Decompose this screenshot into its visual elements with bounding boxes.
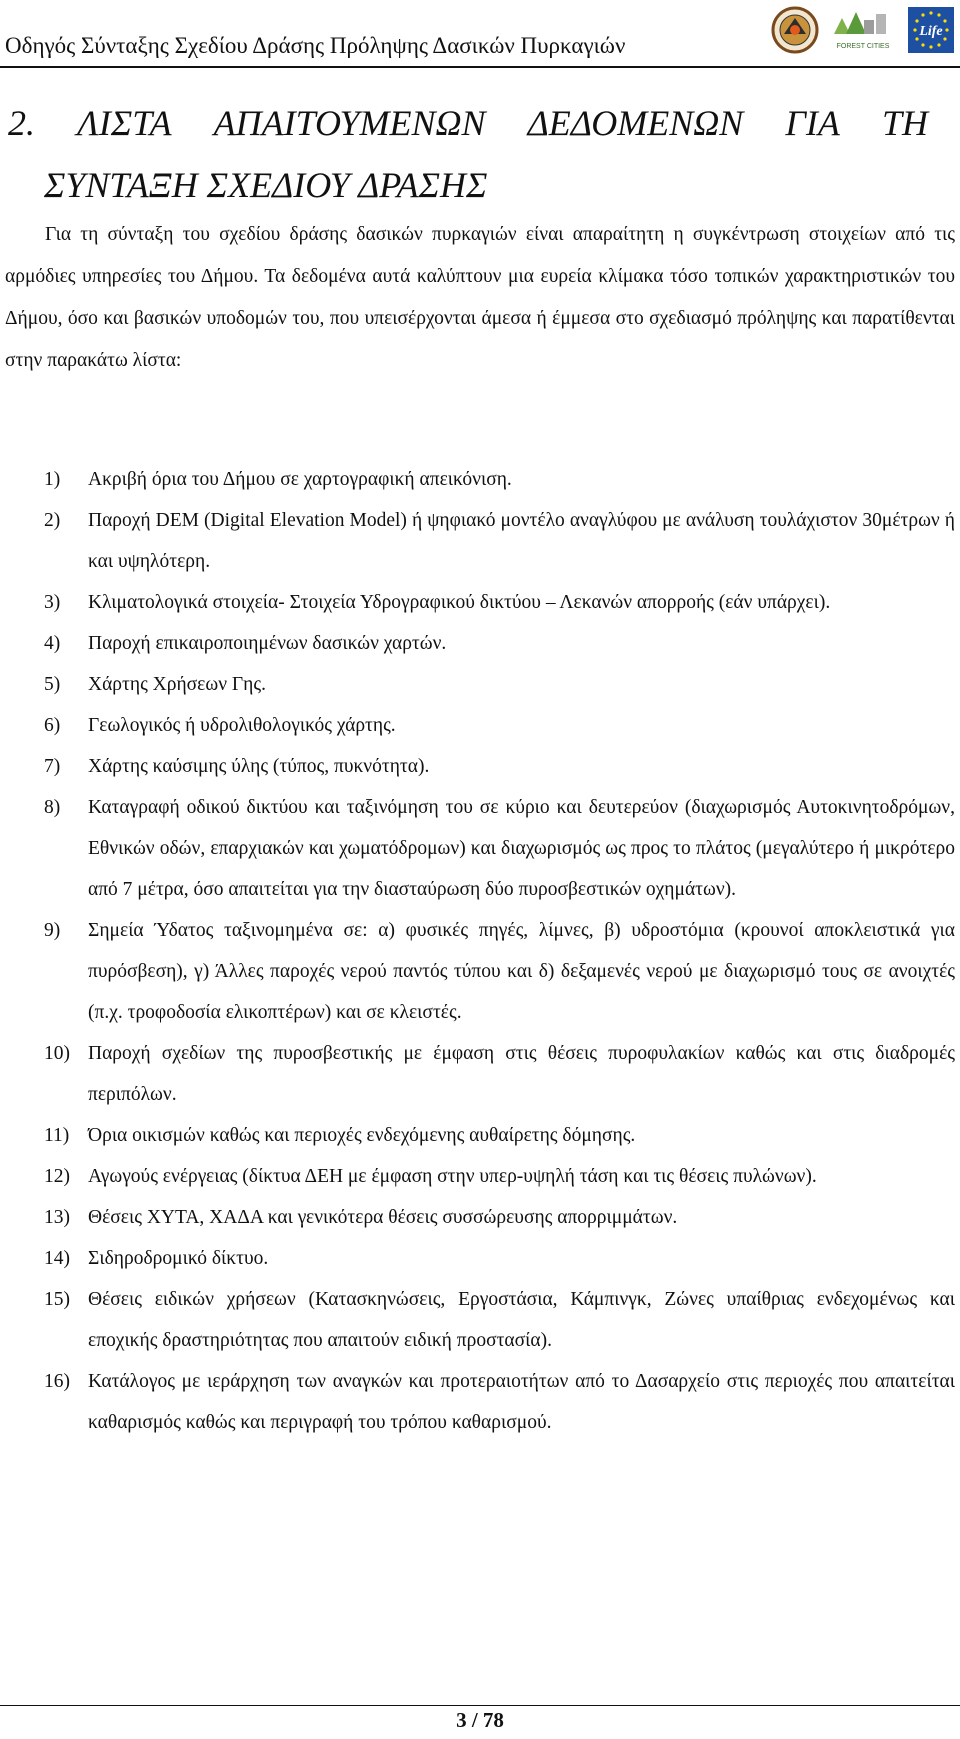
heading-word: ΤΗ — [881, 103, 928, 143]
list-item-text: Αγωγούς ενέργειας (δίκτυα ΔΕΗ με έμφαση στην υπερ-υψηλή τάση και τις θέσεις πυλώνων). — [88, 1166, 817, 1187]
list-item-text: Κατάλογος με ιεράρχηση των αναγκών και προτεραιοτήτων από το Δασαρχείο στις περιοχές που απαιτείται καθαρισμός καθώς και περιγραφή του τρόπου καθαρισμού. — [88, 1371, 955, 1433]
list-item — [44, 910, 955, 1033]
list-item — [44, 705, 955, 746]
heading-word: ΛΙΣΤΑ — [77, 103, 172, 143]
list-item — [44, 1197, 955, 1238]
list-item — [44, 1033, 955, 1115]
section-heading-line-1 — [8, 92, 938, 154]
section-number: 2. — [8, 103, 35, 143]
heading-word: ΔΕΔΟΜΕΝΩΝ — [527, 103, 744, 143]
list-item-number: 6) — [44, 715, 61, 736]
list-item-text: Παροχή επικαιροποιημένων δασικών χαρτών. — [88, 633, 447, 654]
list-item-text: Σιδηροδρομικό δίκτυο. — [88, 1248, 269, 1269]
list-item-text: Θέσεις ειδικών χρήσεων (Κατασκηνώσεις, Εργοστάσια, Κάμπινγκ, Ζώνες υπαίθριας ενδεχομένως και εποχικής δραστηριότητας που απαιτούν ειδική προστασία). — [88, 1289, 955, 1351]
heading-word: ΓΙΑ — [785, 103, 840, 143]
life-logo-text: Life — [919, 24, 943, 39]
list-item-number: 11) — [44, 1125, 70, 1146]
life-programme-logo — [906, 4, 956, 56]
list-item-text: Χάρτης καύσιμης ύλης (τύπος, πυκνότητα). — [88, 756, 430, 777]
list-item-number: 16) — [44, 1371, 70, 1392]
list-item-number: 3) — [44, 592, 61, 613]
header-title: Οδηγός Σύνταξης Σχεδίου Δράσης Πρόληψης Δασικών Πυρκαγιών — [5, 33, 626, 58]
forest-cities-logo-text: FOREST CITIES — [836, 43, 890, 50]
list-item-text: Καταγραφή οδικού δικτύου και ταξινόμηση του σε κύριο και δευτερεύον (διαχωρισμός Αυτοκινητοδρόμων, Εθνικών οδών, επαρχιακών και χωματόδρομων) και διαχωρισμός ως προς το πλάτος (μεγαλύτερο ή μικρότερο από 7 μέτρα, όσο απαιτείται για την διασταύρωση δύο πυροσβεστικών οχημάτων). — [88, 797, 955, 900]
forest-cities-logo — [828, 4, 898, 56]
list-item-number: 10) — [44, 1043, 70, 1064]
list-item — [44, 664, 955, 705]
list-item — [44, 459, 955, 500]
list-item — [44, 623, 955, 664]
list-item-number: 1) — [44, 469, 61, 490]
list-item-number: 8) — [44, 797, 61, 818]
intro-paragraph — [5, 214, 955, 382]
list-item — [44, 1279, 955, 1361]
list-item-number: 9) — [44, 920, 61, 941]
header-logos — [770, 2, 956, 58]
list-item-number: 2) — [44, 510, 61, 531]
list-item-number: 5) — [44, 674, 61, 695]
list-item-number: 13) — [44, 1207, 70, 1228]
list-item-text: Όρια οικισμών καθώς και περιοχές ενδεχόμενης αυθαίρετης δόμησης. — [88, 1125, 636, 1146]
page-number: 3 / 78 — [456, 1708, 504, 1732]
list-item — [44, 1115, 955, 1156]
heading-word: ΑΠΑΙΤΟΥΜΕΝΩΝ — [213, 103, 486, 143]
list-item-text: Γεωλογικός ή υδρολιθολογικός χάρτης. — [88, 715, 396, 736]
list-item — [44, 582, 955, 623]
list-item — [44, 1156, 955, 1197]
section-heading-line-2: ΣΥΝΤΑΞΗ ΣΧΕΔΙΟΥ ΔΡΑΣΗΣ — [44, 165, 488, 205]
list-item-number: 12) — [44, 1166, 70, 1187]
list-item-text: Θέσεις ΧΥΤΑ, ΧΑΔΑ και γενικότερα θέσεις συσσώρευσης απορριμμάτων. — [88, 1207, 678, 1228]
intro-text: Για τη σύνταξη του σχεδίου δράσης δασικών πυρκαγιών είναι απαραίτητη η συγκέντρωση στοιχείων από τις αρμόδιες υπηρεσίες του Δήμου. Τα δεδομένα αυτά καλύπτουν μια ευρεία κλίμακα τόσο τοπικών χαρακτηριστικών του Δήμου, όσο και βασικών υποδομών του, που υπεισέρχονται άμεσα ή έμμεσα στο σχεδιασμό πρόληψης και παρατίθενται στην παρακάτω λίστα: — [5, 224, 955, 371]
list-item — [44, 1361, 955, 1443]
list-item-text: Ακριβή όρια του Δήμου σε χαρτογραφική απεικόνιση. — [88, 469, 512, 490]
list-item-text: Σημεία Ύδατος ταξινομημένα σε: α) φυσικές πηγές, λίμνες, β) υδροστόμια (κρουνοί αποκλειστικά για πυρόσβεση), γ) Άλλες παροχές νερού παντός τύπου και δ) δεξαμενές νερού με διαχωρισμό τους σε ανοιχτές (π.χ. τροφοδοσία ελικοπτέρων) και σε κλειστές. — [88, 920, 955, 1023]
header-divider — [0, 66, 960, 68]
municipality-seal-logo — [770, 4, 820, 56]
list-item-number: 15) — [44, 1289, 70, 1310]
page-header — [0, 0, 960, 64]
list-item-text: Κλιματολογικά στοιχεία- Στοιχεία Υδρογραφικού δικτύου – Λεκανών απορροής (εάν υπάρχει). — [88, 592, 831, 613]
list-item-text: Παροχή DEM (Digital Elevation Model) ή ψηφιακό μοντέλο αναγλύφου με ανάλυση τουλάχιστον 30μέτρων ή και υψηλότερη. — [88, 510, 955, 572]
section-heading — [8, 92, 938, 216]
list-item-number: 7) — [44, 756, 61, 777]
list-item — [44, 787, 955, 910]
list-item-text: Χάρτης Χρήσεων Γης. — [88, 674, 266, 695]
list-item — [44, 746, 955, 787]
list-item — [44, 500, 955, 582]
footer-divider — [0, 1705, 960, 1706]
required-data-list — [44, 459, 955, 1443]
list-item-text: Παροχή σχεδίων της πυροσβεστικής με έμφαση στις θέσεις πυροφυλακίων καθώς και στις διαδρομές περιπόλων. — [88, 1043, 955, 1105]
list-item-number: 14) — [44, 1248, 70, 1269]
list-item-number: 4) — [44, 633, 61, 654]
list-item — [44, 1238, 955, 1279]
